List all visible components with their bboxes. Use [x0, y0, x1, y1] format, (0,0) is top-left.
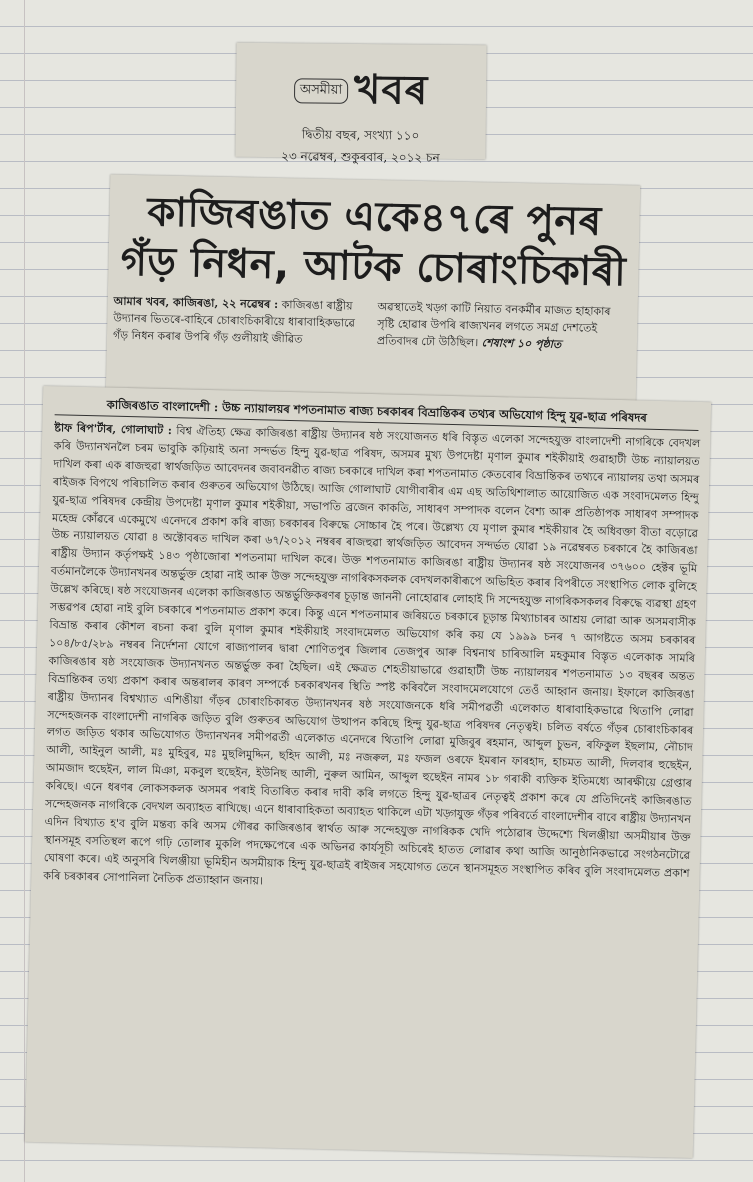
headline-columns	[107, 286, 638, 354]
headline-clipping	[106, 174, 641, 407]
headline-dateline: আমাৰ খবৰ, কাজিৰঙা, ২২ নৱেম্বৰ :	[113, 294, 279, 312]
margin-line	[24, 0, 25, 1182]
article-body-text: বিশ্ব ঐতিহ্য ক্ষেত্ৰ কাজিৰঙা ৰাষ্ট্ৰীয় উদ্যানৰ ষষ্ঠ সংযোজনত ধৰি বিস্তৃত এলেকা সন্দেহযুক্ত বাংলাদেশী নাগৰিকে বেদখল কৰি উদ্যানখনলৈ চৰম ভাবুকি কঢ়িয়াই অনা সন্দৰ্ভত হিন্দু যুৱ-ছাত্ৰ পৰিষদ, অসমৰ মুখ্য উপদেষ্টা মৃণাল কুমাৰ শইকীয়াই গুৱাহাটী উচ্চ ন্যায়ালয়ত দাখিল কৰা এক ৰাজহুৱা স্বাৰ্থজড়িত আবেদনৰ জবাবনৱীত ৰাজ্য চৰকাৰে দাখিল কৰা শপতনামাত কেতবোৰ বিভ্ৰান্তিকৰ তথ্যৰে ন্যায়ালয় তথা অসমৰ ৰাইজক বিপথে পৰিচালিত কৰাৰ গুৰুতৰ অভিযোগ উঠিছে। আজি গোলাঘাট যোগীবাৰীৰ এম এছ অতিথিশালাত আয়োজিত এক সংবাদমেলত হিন্দু যুৱ-ছাত্ৰ পৰিষদৰ কেন্দ্ৰীয় উপদেষ্টা মৃণাল কুমাৰ শইকীয়া, সভাপতি ব্ৰজেন কাকতি, সাধাৰণ সম্পাদক বলেন বৈশ্য আৰু প্ৰতিষ্ঠাপক সাধাৰণ সম্পাদক মহেন্দ্ৰ কোঁৱৰে একেমুখে এনেদৰে প্ৰকাশ কৰি ৰাজ্য চৰকাৰৰ বিৰুদ্ধে সোচ্চাৰ হৈ পৰে। উল্লেখ্য যে মৃণাল কুমাৰ শইকীয়াৰ হৈ অধিবক্তা বীতা বড়োৱে উচ্চ ন্যায়ালয়ত যোৱা ৪ অক্টোবৰত দাখিল কৰা ৬৭/২০১২ নম্বৰৰ ৰাজহুৱা স্বাৰ্থজড়িত আবেদন সন্দৰ্ভত যোৱা ১৯ নৱেম্বৰত চৰকাৰে হৈ কাজিৰঙা ৰাষ্ট্ৰীয় উদ্যান কৰ্তৃপক্ষই ১৪৩ পৃষ্ঠাজোৰা শপতনামা দাখিল কৰে। উক্ত শপতনামাত কাজিৰঙা ৰাষ্ট্ৰীয় উদ্যানৰ ষষ্ঠ সংযোজনৰ ৩৭৬০০ হেক্টৰ ভূমি বৰ্তমানলৈকে উদ্যানখনৰ অন্তৰ্ভুক্ত হোৱা নাই আৰু উক্ত সন্দেহযুক্ত নাগৰিকসকলক বেদখলকাৰীৰূপে অভিহিত কৰাৰ বিপৰীতে সংস্থাপিত লোক বুলিহে উল্লেখ কৰিছে। ষষ্ঠ সংযোজনৰ এলেকা কাজিৰঙাত অন্তৰ্ভুক্তিকৰণৰ চূড়ান্ত জাননী নোহোৱাৰ লোহাই দি সন্দেহযুক্ত নাগৰিকসকলৰ বিৰুদ্ধে ব্যৱস্থা গ্ৰহণ সম্ভৱপৰ হোৱা নাই বুলি চৰকাৰে শপতনামাত প্ৰকাশ কৰে। কিন্তু এনে শপতনামাৰ জৰিয়তে চৰকাৰে চূড়ান্ত মিথ্যাচাৰৰ আশ্ৰয় লোৱা আৰু অসমবাসীক বিভ্ৰান্ত কৰাৰ কৌশল ৰচনা কৰা বুলি মৃণাল কুমাৰ শইকীয়াই সংবাদমেলত অভিযোগ কৰি কয় যে ১৯৯৯ চনৰ ৭ আগষ্টতে অসম চৰকাৰৰ ১০৪/৮৫/২৮৯ নম্বৰৰ নিৰ্দেশনা যোগে ৰাজ্যপালৰ দ্বাৰা শোণিতপুৰ জিলাৰ তেজপুৰ আৰু বিশ্বনাথ চাৰিআলি মহকুমাৰ বিস্তৃত এলেকাক সামৰি কাজিৰঙাৰ ষষ্ঠ সংযোজক উদ্যানখনত অন্তৰ্ভুক্ত কৰা হৈছিল। এই ক্ষেত্ৰত শেহতীয়াভাৱে গুৱাহাটী উচ্চ ন্যায়ালয়ৰ শপতনামাত ১৩ বছৰৰ অন্তত বিভ্ৰান্তিকৰ তথ্য প্ৰকাশ কৰাৰ অন্তৰালৰ কাৰণ সম্পৰ্কে চৰকাৰখনৰ স্থিতি স্পষ্ট কৰিবলৈ সংবাদমেলযোগে তেওঁ আহ্বান জনায়। ইফালে কাজিৰঙা ৰাষ্ট্ৰীয় উদ্যানৰ বিশ্বখ্যাত এশিঙীয়া গঁড়ৰ চোৰাংচিকাৰত উদ্যানখনৰ ষষ্ঠ সংযোজনকে ধৰি সমীপৱৰ্তী এলেকাত ধাৰাবাহিকভাৱে থিতাপি লোৱা সন্দেহজনক বাংলাদেশী নাগৰিক জড়িত বুলি গুৰুতৰ অভিযোগ উত্থাপন কৰিছে হিন্দু যুৱ-ছাত্ৰ পৰিষদৰ নেতৃত্বই। চলিত বৰ্ষতে গঁড়ৰ চোৰাংচিকাৰৰ লগত জড়িত থকাৰ অভিযোগত উদ্যানখনৰ সমীপৱৰ্তী এলেকাত এনেদৰে থিতাপি লোৱা মুজিবুৰ ৰহমান, আব্দুল চুভন, ৰফিকুল ইছলাম, নৌচাদ আলী, আইনুল আলী, মঃ মুহিবুৰ, মঃ মুছলিমুদ্দিন, ছহিদ আলী, মঃ নজৰুল, মঃ ফজল ওৰফে ইমৰান ফাৰহাদ, হাচমত আলী, দিলবাৰ হুছেইন, আমজাদ হুছেইন, লাল মিঞা, মকবুল হুছেইন, ইউনিছ আলী, নুৰুল আমিন, আব্দুল হুছেইন নামৰ ১৮ গৰাকী ব্যক্তিক ইতিমধ্যে আৰক্ষীয়ে গ্ৰেপ্তাৰ কৰিছে। এনে ধৰণৰ লোকসকলক অসমৰ পৰাই বিতাৰিত কৰাৰ দাবী কৰি লগতে হিন্দু যুৱ-ছাত্ৰৰ নেতৃত্বই প্ৰকাশ কৰে যে প্ৰতিদিনেই কাজিৰঙাত সন্দেহজনক নাগৰিকে বেদখল অব্যাহত ৰাখিছে। এনে ধাৰাবাহিকতা অব্যাহত থাকিলে এটা খড়্গযুক্ত গঁড়ৰ পৰিবৰ্তে বাংলাদেশীৰ বাবে ৰাষ্ট্ৰীয় উদ্যানখন এদিন বিখ্যাত হ'ব বুলি মন্তব্য কৰি অসম গৌৰৱ কাজিৰঙাৰ স্বাৰ্থত আৰু সন্দেহযুক্ত নাগৰিকক খেদি পঠোৱাৰ উদ্দেশ্যে খিলঞ্জীয়া অসমীয়াৰ উক্ত স্থানসমূহ বসতিস্থল ৰূপে গঢ়ি তোলাৰ মুকলি পদক্ষেপেৰে এক অভিনৱ কাৰ্যসূচী অচিৰেই হাতত লোৱাৰ কথা আজি আনুষ্ঠানিকভাৱে সংগঠনটোৱে ঘোষণা কৰে। এই অনুসৰি খিলঞ্জীয়া ভূমিহীন অসমীয়াক হিন্দু যুৱ-ছাত্ৰই ৰাইজৰ সহযোগত তেনে স্থানসমূহত সংস্থাপিত কৰিব বুলি সংবাদমেলত প্ৰকাশ কৰি চৰকাৰৰ সোপানিলা নৈতিক প্ৰত্যাহ্বান জনায়।	[43, 424, 701, 888]
article-clipping	[25, 386, 711, 1158]
headline-title-line-2: গঁড় নিধন, আটক চোৰাংচিকাৰী	[120, 238, 627, 296]
masthead-clipping	[235, 43, 486, 165]
logo-big-text: খবৰ	[353, 65, 429, 114]
headline-column-2	[377, 298, 628, 354]
headline-column-2-text: অৱস্থাতেই খড়্গ কাটি নিয়াত বনকৰ্মীৰ মাজত হাহাকাৰ সৃষ্টি হোৱাৰ উপৰি ৰাজ্যখনৰ লগতে সমগ্ৰ দেশতেই প্ৰতিবাদৰ ঢৌ উঠিছিল।	[376, 300, 611, 350]
headline-title-line-1: কাজিৰঙাত একে৪৭ৰে পুনৰ	[146, 189, 603, 245]
date-line: ২৩ নৱেম্বৰ, শুকুৰবাৰ, ২০১২ চন	[281, 149, 440, 165]
issue-line: দ্বিতীয় বছৰ, সংখ্যা ১১০	[301, 127, 420, 143]
logo-small-text: অসমীয়া	[294, 78, 348, 104]
headline-title	[108, 186, 640, 297]
continued-note: শেষাংশ ১০ পৃষ্ঠাত	[481, 336, 562, 351]
article-dateline: ষ্টাফ ৰিপ'ৰ্টাৰ, গোলাঘাট :	[54, 421, 173, 438]
headline-column-1-text: কাজিৰঙা ৰাষ্ট্ৰীয় উদ্যানৰ ভিতৰে-বাহিৰে চোৰাংচিকাৰীয়ে ধাৰাবাহিকভাৱে গঁড় নিধন কৰাৰ উপৰি গঁড় গুলীয়াই জীৱিত	[112, 298, 356, 346]
newspaper-logo	[236, 57, 487, 127]
article-body	[31, 415, 710, 901]
article-heading: কাজিৰঙাত বাংলাদেশী : উচ্চ ন্যায়ালয়ৰ শপতনামাত ৰাজ্য চৰকাৰৰ বিভ্ৰান্তিকৰ তথ্যৰ অভিযোগ হিন্দু যুৱ-ছাত্ৰ পৰিষদৰ	[55, 386, 700, 431]
headline-column-1	[113, 293, 364, 349]
